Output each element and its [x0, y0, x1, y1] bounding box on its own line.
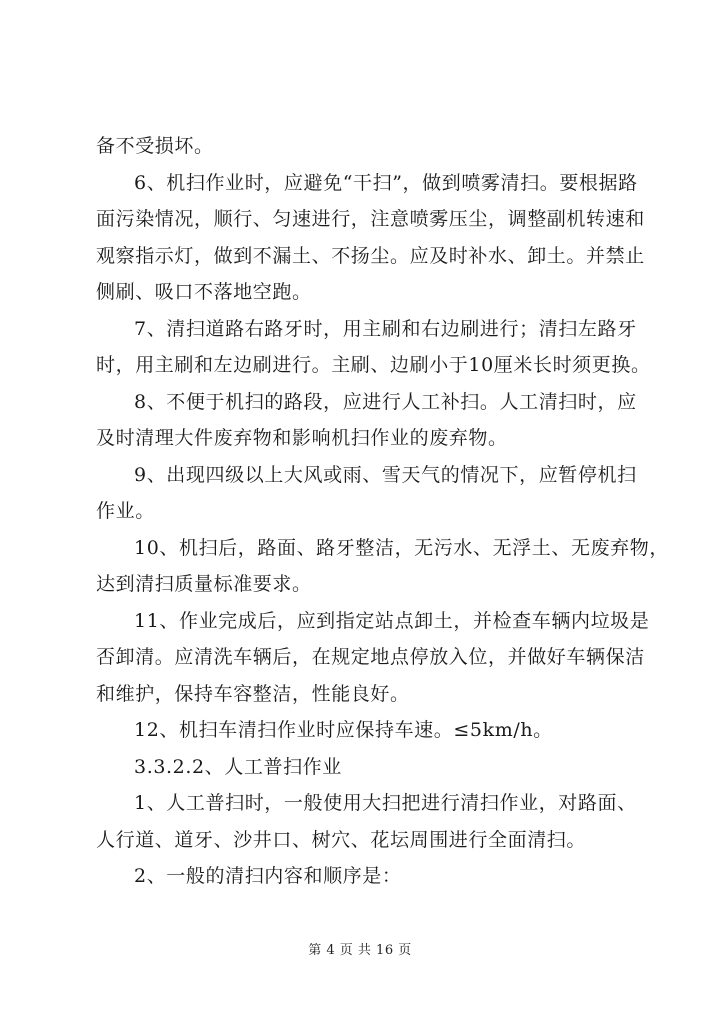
text-line: 作业。: [96, 500, 155, 522]
text-line: 时，用主刷和左边刷进行。主刷、边刷小于10厘米长时须更换。: [96, 354, 651, 376]
text-line: 面污染情况，顺行、匀速进行，注意喷雾压尘，调整副机转速和: [96, 208, 645, 230]
text-line: 和维护，保持车容整洁，性能良好。: [96, 682, 410, 705]
text-line: 观察指示灯，做到不漏土、不扬尘。应及时补水、卸土。并禁止: [96, 244, 645, 267]
page-number-footer: 第 4 页 共 16 页: [308, 943, 412, 958]
text-line: 人行道、道牙、沙井口、树穴、花坛周围进行全面清扫。: [96, 828, 587, 851]
text-line: 11、作业完成后，应到指定站点卸土，并检查车辆内垃圾是: [134, 609, 650, 632]
text-line: 12、机扫车清扫作业时应保持车速。≤5km/h。: [134, 719, 553, 741]
text-line: 7、清扫道路右路牙时，用主刷和右边刷进行；清扫左路牙: [134, 317, 637, 340]
text-line: 9、出现四级以上大风或雨、雪天气的情况下，应暂停机扫: [134, 463, 637, 486]
text-line: 6、机扫作业时，应避免“干扫”，做到喷雾清扫。要根据路: [134, 171, 638, 194]
text-line: 8、不便于机扫的路段，应进行人工补扫。人工清扫时，应: [134, 390, 637, 413]
text-line: 及时清理大件废弃物和影响机扫作业的废弃物。: [96, 427, 508, 449]
text-line: 备不受损坏。: [96, 135, 214, 157]
text-line: 达到清扫质量标准要求。: [96, 573, 312, 595]
section-heading: 3.3.2.2、人工普扫作业: [134, 755, 342, 778]
text-line: 1、人工普扫时，一般使用大扫把进行清扫作业，对路面、: [134, 792, 637, 814]
text-line: 2、一般的清扫内容和顺序是：: [134, 865, 402, 887]
text-line: 10、机扫后，路面、路牙整洁，无污水、无浮土、无废弃物，: [134, 536, 669, 559]
document-body: [96, 128, 669, 895]
text-line: 否卸清。应清洗车辆后，在规定地点停放入位，并做好车辆保洁: [96, 646, 645, 668]
text-line: 侧刷、吸口不落地空跑。: [96, 281, 312, 303]
